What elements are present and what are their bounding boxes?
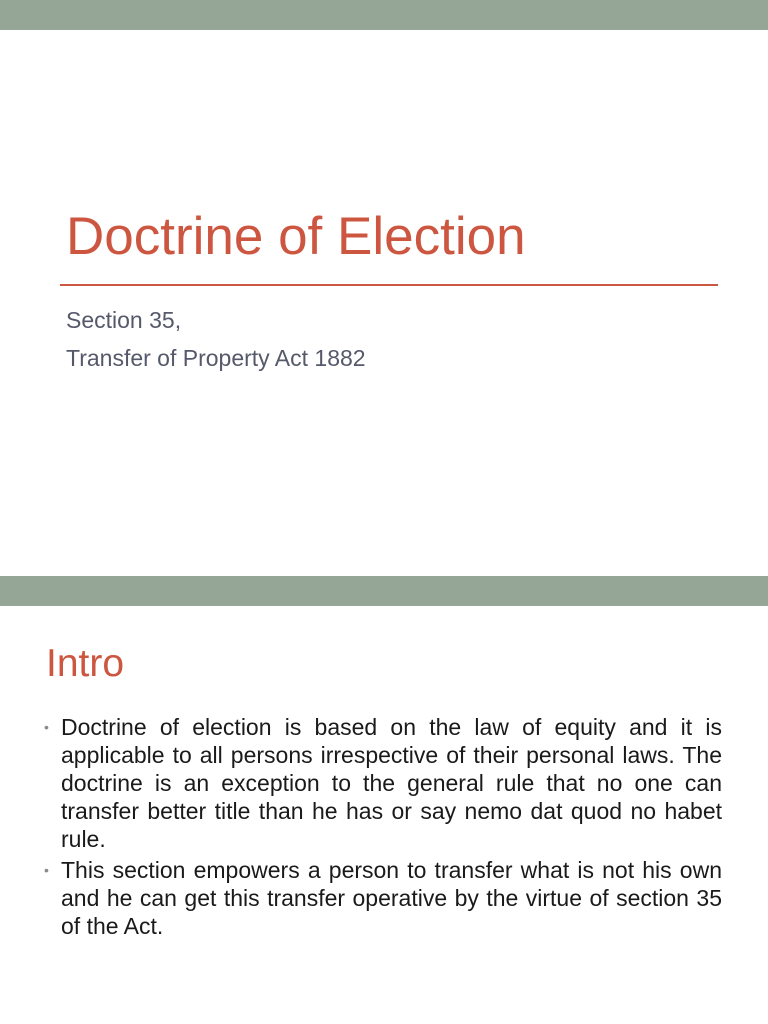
- bullet-item: [44, 856, 722, 940]
- slide-title: Doctrine of Election: [66, 207, 526, 266]
- intro-bullet-list: [44, 713, 722, 943]
- slide-subtitle: [66, 301, 706, 377]
- intro-slide: [0, 606, 768, 1024]
- bullet-text: This section empowers a person to transfer what is not his own and he can get this transfer operative by the virtue of section 35 of the Act.: [61, 857, 722, 939]
- subtitle-line-act: Transfer of Property Act 1882: [66, 345, 366, 371]
- slide-separator-band: [0, 576, 768, 606]
- subtitle-line-section: Section 35,: [66, 307, 182, 333]
- title-underline: [60, 284, 718, 286]
- intro-heading: Intro: [46, 642, 125, 685]
- bullet-marker-icon: •: [44, 862, 49, 878]
- bullet-marker-icon: •: [44, 719, 49, 735]
- bullet-item: [44, 713, 722, 853]
- top-divider-band: [0, 0, 768, 30]
- title-slide: [0, 30, 768, 576]
- bullet-text: Doctrine of election is based on the law of equity and it is applicable to all persons irrespective of their personal laws. The doctrine is an exception to the general rule that no one can transfer better title than he has or say nemo dat quod no habet rule.: [61, 714, 722, 852]
